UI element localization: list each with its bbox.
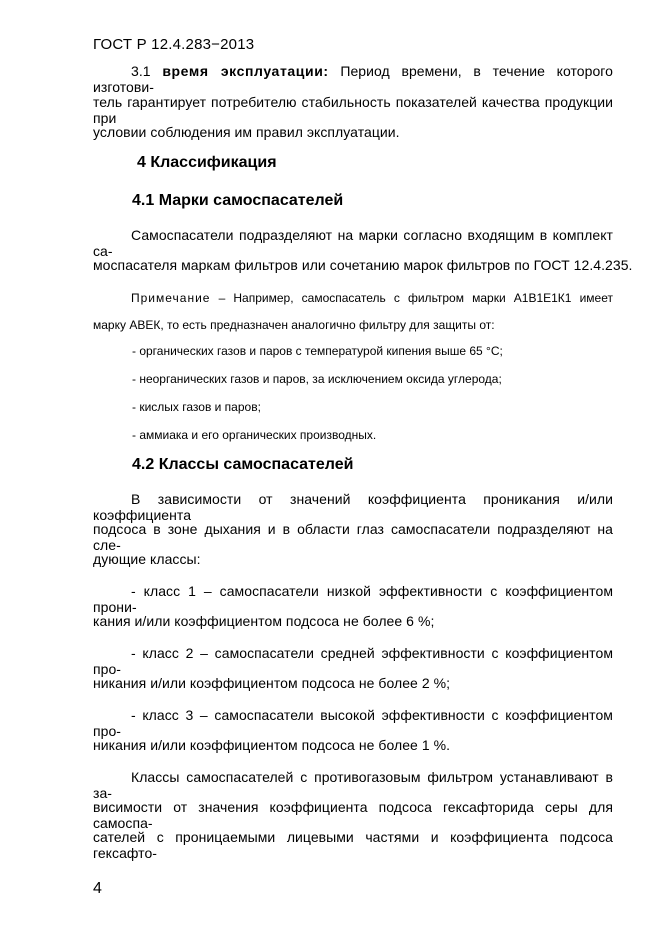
section-4-heading: 4 Классификация <box>137 154 277 171</box>
class-1-line1: - класс 1 – самоспасатели низкой эффективности с коэффициентом прони- <box>93 583 613 615</box>
section-4-2-intro-line3: дующие классы: <box>93 551 201 567</box>
closing-paragraph-line3: сателей с проницаемыми лицевыми частями и коэффициента подсоса гексафто- <box>93 829 613 861</box>
note-text: – Например, самоспасатель с фильтром марки А1В1Е1К1 имеет <box>210 291 613 305</box>
class-3-line1: - класс 3 – самоспасатели высокой эффективности с коэффициентом про- <box>93 707 613 739</box>
section-4-1-paragraph-line1: Самоспасатели подразделяют на марки согласно входящим в комплект са- <box>93 227 613 259</box>
definition-paragraph-line3: условии соблюдения им правил эксплуатации. <box>93 124 400 140</box>
section-4-1-paragraph-line2: моспасателя маркам фильтров или сочетанию марок фильтров по ГОСТ 12.4.235. <box>93 257 633 273</box>
definition-number: 3.1 <box>131 63 151 79</box>
definition-paragraph-line1 <box>93 63 613 95</box>
section-4-2-heading: 4.2 Классы самоспасателей <box>132 456 354 473</box>
class-1-line2: кания и/или коэффициентом подсоса не более 6 %; <box>93 613 435 629</box>
list-item: - кислых газов и паров; <box>132 400 261 414</box>
page-number: 4 <box>93 880 102 897</box>
closing-paragraph-line2: висимости от значения коэффициента подсоса гексафторида серы для самоспа- <box>93 799 613 831</box>
document-header: ГОСТ Р 12.4.283−2013 <box>93 36 255 53</box>
class-3-line2: никания и/или коэффициентом подсоса не более 1 %. <box>93 737 451 753</box>
list-item: - неорганических газов и паров, за исключением оксида углерода; <box>132 372 502 386</box>
definition-term: время эксплуатации: <box>162 63 329 79</box>
definition-text: Период времени, в течение которого изготови- <box>93 63 613 95</box>
section-4-2-intro-line1: В зависимости от значений коэффициента проникания и/или коэффициента <box>93 491 613 523</box>
class-2-line2: никания и/или коэффициентом подсоса не более 2 %; <box>93 675 451 691</box>
class-2-line1: - класс 2 – самоспасатели средней эффективности с коэффициентом про- <box>93 645 613 677</box>
note-label: Примечание <box>131 291 211 305</box>
closing-paragraph-line1: Классы самоспасателей с противогазовым фильтром устанавливают в за- <box>93 769 613 801</box>
list-item: - аммиака и его органических производных. <box>132 428 377 442</box>
list-item: - органических газов и паров с температурой кипения выше 65 °С; <box>132 344 503 358</box>
note-line2: марку АВЕК, то есть предназначен аналогично фильтру для защиты от: <box>93 318 495 332</box>
definition-paragraph-line2: тель гарантирует потребителю стабильность показателей качества продукции при <box>93 94 613 126</box>
section-4-2-intro-line2: подсоса в зоне дыхания и в области глаз самоспасатели подразделяют на сле- <box>93 521 613 553</box>
section-4-1-heading: 4.1 Марки самоспасателей <box>132 192 344 209</box>
note-line1 <box>93 291 613 305</box>
